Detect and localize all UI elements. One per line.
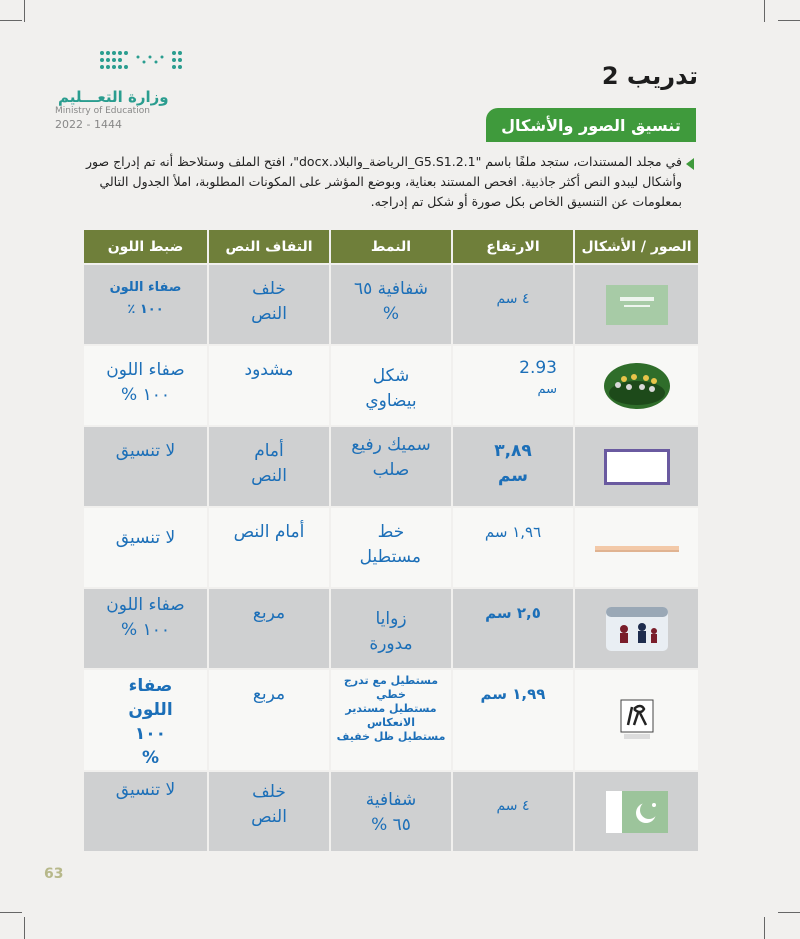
color-cell: صفاء اللون ١٠٠ % — [84, 669, 208, 771]
table-row — [84, 588, 698, 669]
table-header-row — [84, 230, 698, 264]
image-cell — [574, 771, 698, 851]
athlete-logo-icon — [620, 699, 654, 741]
image-cell — [574, 669, 698, 771]
ministry-year: 2022 - 1444 — [55, 118, 122, 131]
color-cell: لا تنسيق — [84, 426, 208, 507]
style-cell: زوايا مدورة — [330, 588, 452, 669]
pakistan-flag-icon — [606, 791, 668, 833]
header-images: الصور / الأشكال — [574, 230, 698, 264]
crop-mark — [0, 20, 22, 21]
table-row — [84, 264, 698, 345]
crop-mark — [764, 917, 765, 939]
style-cell: شكل بيضاوي — [330, 345, 452, 426]
header-style: النمط — [330, 230, 452, 264]
height-cell: ٣,٨٩ سم — [452, 426, 574, 507]
page-number: 63 — [44, 866, 64, 882]
color-cell: صفاء اللون ١٠٠ ٪ — [84, 264, 208, 345]
ministry-name-ar: وزارة التعـــليم — [58, 88, 169, 106]
header-color: ضبط اللون — [84, 230, 208, 264]
height-cell: ٤ سم — [452, 264, 574, 345]
wrap-cell: مربع — [208, 669, 330, 771]
style-cell: شفافية ٦٥ % — [330, 264, 452, 345]
frame-rectangle-icon — [604, 449, 670, 485]
section-banner — [486, 108, 696, 142]
image-cell — [574, 507, 698, 588]
table-row — [84, 669, 698, 771]
table-row — [84, 507, 698, 588]
height-cell: 2.93 سم — [452, 345, 574, 426]
style-cell: سميك رفيع صلب — [330, 426, 452, 507]
saudi-flag-icon — [606, 285, 668, 325]
crop-mark — [778, 912, 800, 913]
crop-mark — [0, 912, 22, 913]
color-cell: لا تنسيق — [84, 771, 208, 851]
wrap-cell: خلف النص — [208, 264, 330, 345]
crop-mark — [764, 0, 765, 22]
table-row — [84, 345, 698, 426]
table-row — [84, 771, 698, 851]
color-cell: لا تنسيق — [84, 507, 208, 588]
ministry-emblem-icon — [98, 48, 238, 78]
height-cell: ١,٩٦ سم — [452, 507, 574, 588]
height-cell: ١,٩٩ سم — [452, 669, 574, 771]
wrap-cell: مربع — [208, 588, 330, 669]
formatting-table — [84, 230, 698, 851]
wrap-cell: أمام النص — [208, 507, 330, 588]
image-cell — [574, 588, 698, 669]
header-wrap: التفاف النص — [208, 230, 330, 264]
wrap-cell: مشدود — [208, 345, 330, 426]
crop-mark — [24, 917, 25, 939]
wrap-cell: أمام النص — [208, 426, 330, 507]
color-cell: صفاء اللون ١٠٠ % — [84, 588, 208, 669]
style-cell: خط مستطيل — [330, 507, 452, 588]
team-photo-icon — [604, 363, 670, 409]
image-cell — [574, 426, 698, 507]
style-cell: مستطيل مع تدرج خطي مستطيل مستدير الانعكاس مستطيل ظل خفيف — [330, 669, 452, 771]
bullet-icon — [686, 158, 694, 170]
color-cell: صفاء اللون ١٠٠ % — [84, 345, 208, 426]
crop-mark — [778, 20, 800, 21]
style-cell: شفافية ٦٥ % — [330, 771, 452, 851]
wrap-cell: خلف النص — [208, 771, 330, 851]
instructions-text: في مجلد المستندات، ستجد ملفًا باسم "G5.S1.2.1_الرياضة_والبلاد.docx"، افتح الملف وستلاحظ أنه تم إدراج صور وأشكال ليبدو النص أكثر جاذبية. افحص المستند بعناية، وبوضع المؤشر على المكونات المطلوبة، املأ الجدول التالي بمعلومات عن التنسيق الخاص بكل صورة أو شكل تم إدراجه. — [86, 154, 682, 209]
header-height: الارتفاع — [452, 230, 574, 264]
height-cell: ٢,٥ سم — [452, 588, 574, 669]
lesson-title: تدريب 2 — [601, 62, 698, 90]
thin-line-icon — [595, 543, 679, 553]
hockey-photo-icon — [606, 607, 668, 651]
crop-mark — [24, 0, 25, 22]
height-cell: ٤ سم — [452, 771, 574, 851]
image-cell — [574, 264, 698, 345]
ministry-name-en: Ministry of Education — [55, 106, 150, 116]
table-row — [84, 426, 698, 507]
section-title: تنسيق الصور والأشكال — [501, 115, 681, 135]
image-cell — [574, 345, 698, 426]
